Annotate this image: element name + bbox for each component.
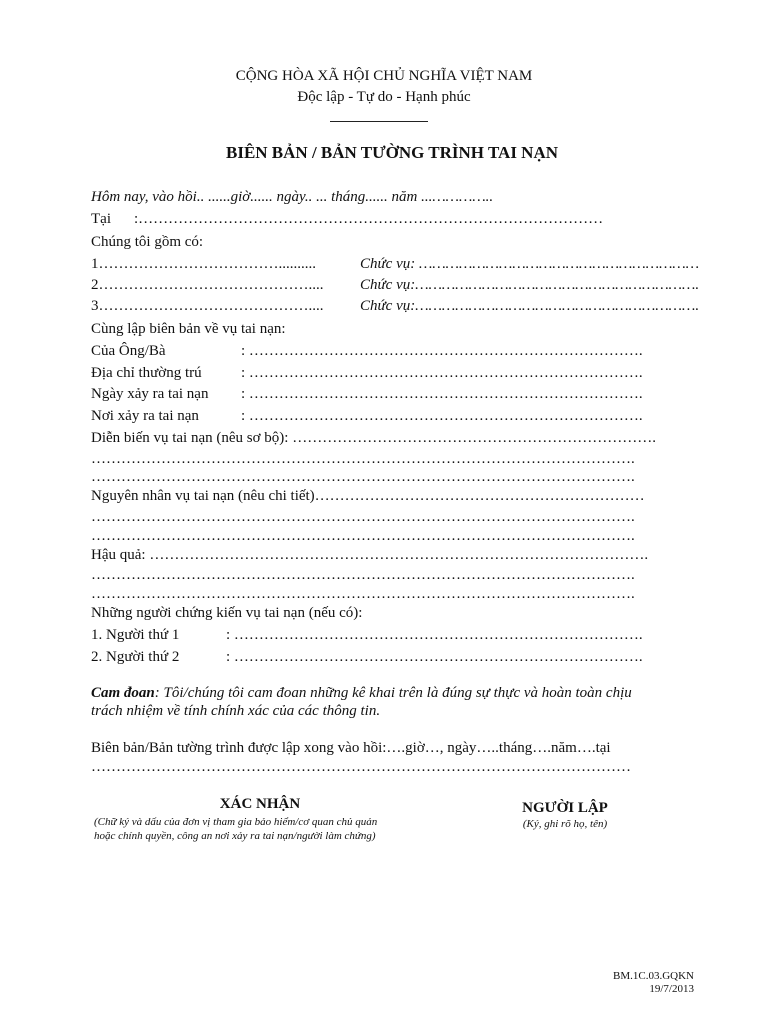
commitment-label: Cam đoan [91, 685, 155, 701]
incident-description-line: ………………………………………………………………………………………………. [91, 451, 635, 467]
header-divider [330, 121, 428, 122]
document-title: BIÊN BẢN / BẢN TƯỜNG TRÌNH TAI NẠN [225, 143, 559, 162]
confirmation-note: (Chữ ký và dấu của đơn vị tham gia bảo hiểm/cơ quan chủ quản [94, 816, 378, 828]
victim-name-label: Của Ông/Bà [91, 343, 166, 359]
location-field: :………………………………………………………………………………… [134, 211, 604, 227]
cause-line: ………………………………………………………………………………………………. [91, 509, 635, 525]
national-motto: Độc lập - Tự do - Hạnh phúc [297, 89, 471, 105]
incident-description-line: ………………………………………………………………………………………………. [91, 469, 635, 485]
national-title: CỘNG HÒA XÃ HỘI CHỦ NGHĨA VIỆT NAM [235, 68, 533, 84]
date-line: Hôm nay, vào hồi.. ......giờ...... ngày.. ... tháng...... năm ...………….. [91, 189, 494, 205]
form-code: BM.1C.03.GQKN [613, 970, 694, 982]
accident-place-field: : ……………………………………………………………………. [241, 408, 643, 424]
completion-line: Biên bản/Bản tường trình được lập xong vào hồi:….giờ…, ngày…..tháng….năm….tại [91, 740, 611, 756]
address-field: : ……………………………………………………………………. [241, 365, 643, 381]
report-about-label: Cùng lập biên bản về vụ tai nạn: [91, 321, 286, 337]
confirmation-title: XÁC NHẬN [219, 796, 301, 812]
victim-name-field: : ……………………………………………………………………. [241, 343, 643, 359]
consequence-label: Hậu quả: ………………………………………………………………………………………. [91, 547, 649, 563]
cause-line: ………………………………………………………………………………………………. [91, 528, 635, 544]
member-1-field: 1……………………………….......... [91, 256, 316, 272]
members-label: Chúng tôi gồm có: [91, 234, 204, 250]
witness-1-field: : ………………………………………………………………………. [226, 627, 643, 643]
address-label: Địa chỉ thường trú [91, 365, 202, 381]
commitment-text-cont: trách nhiệm về tính chính xác của các thông tin. [91, 703, 381, 719]
member-3-role: Chức vụ:………………………………………………………. [360, 298, 700, 314]
accident-date-label: Ngày xảy ra tai nạn [91, 386, 209, 402]
completion-place-line: ……………………………………………………………………………………………… [91, 759, 631, 775]
witness-1-label: 1. Người thứ 1 [91, 627, 180, 643]
commitment-line [91, 684, 632, 702]
consequence-line: ………………………………………………………………………………………………. [91, 567, 635, 583]
preparer-title: NGƯỜI LẬP [522, 800, 608, 816]
location-label: Tại [91, 211, 111, 227]
member-2-field: 2…………………………………….... [91, 277, 324, 293]
cause-label: Nguyên nhân vụ tai nạn (nêu chi tiết)………………………………………………………… [91, 488, 645, 504]
consequence-line: ………………………………………………………………………………………………. [91, 586, 635, 602]
member-2-role: Chức vụ:………………………………………………………. [360, 277, 700, 293]
accident-place-label: Nơi xảy ra tai nạn [91, 408, 199, 424]
member-3-field: 3…………………………………….... [91, 298, 324, 314]
incident-description-label: Diễn biến vụ tai nạn (nêu sơ bộ): ………………………………………………………………. [91, 430, 656, 446]
witness-2-label: 2. Người thứ 2 [91, 649, 180, 665]
witnesses-label: Những người chứng kiến vụ tai nạn (nếu có): [91, 605, 363, 621]
preparer-note: (Ký, ghi rõ họ, tên) [522, 818, 608, 830]
confirmation-note: hoặc chính quyền, công an nơi xảy ra tai nạn/người làm chứng) [94, 830, 376, 842]
member-1-role: Chức vụ: ……………………………………………………… [360, 256, 700, 272]
witness-2-field: : ………………………………………………………………………. [226, 649, 643, 665]
commitment-text: : Tôi/chúng tôi cam đoan những kê khai trên là đúng sự thực và hoàn toàn chịu [154, 685, 632, 701]
accident-date-field: : ……………………………………………………………………. [241, 386, 643, 402]
form-date: 19/7/2013 [649, 983, 694, 995]
